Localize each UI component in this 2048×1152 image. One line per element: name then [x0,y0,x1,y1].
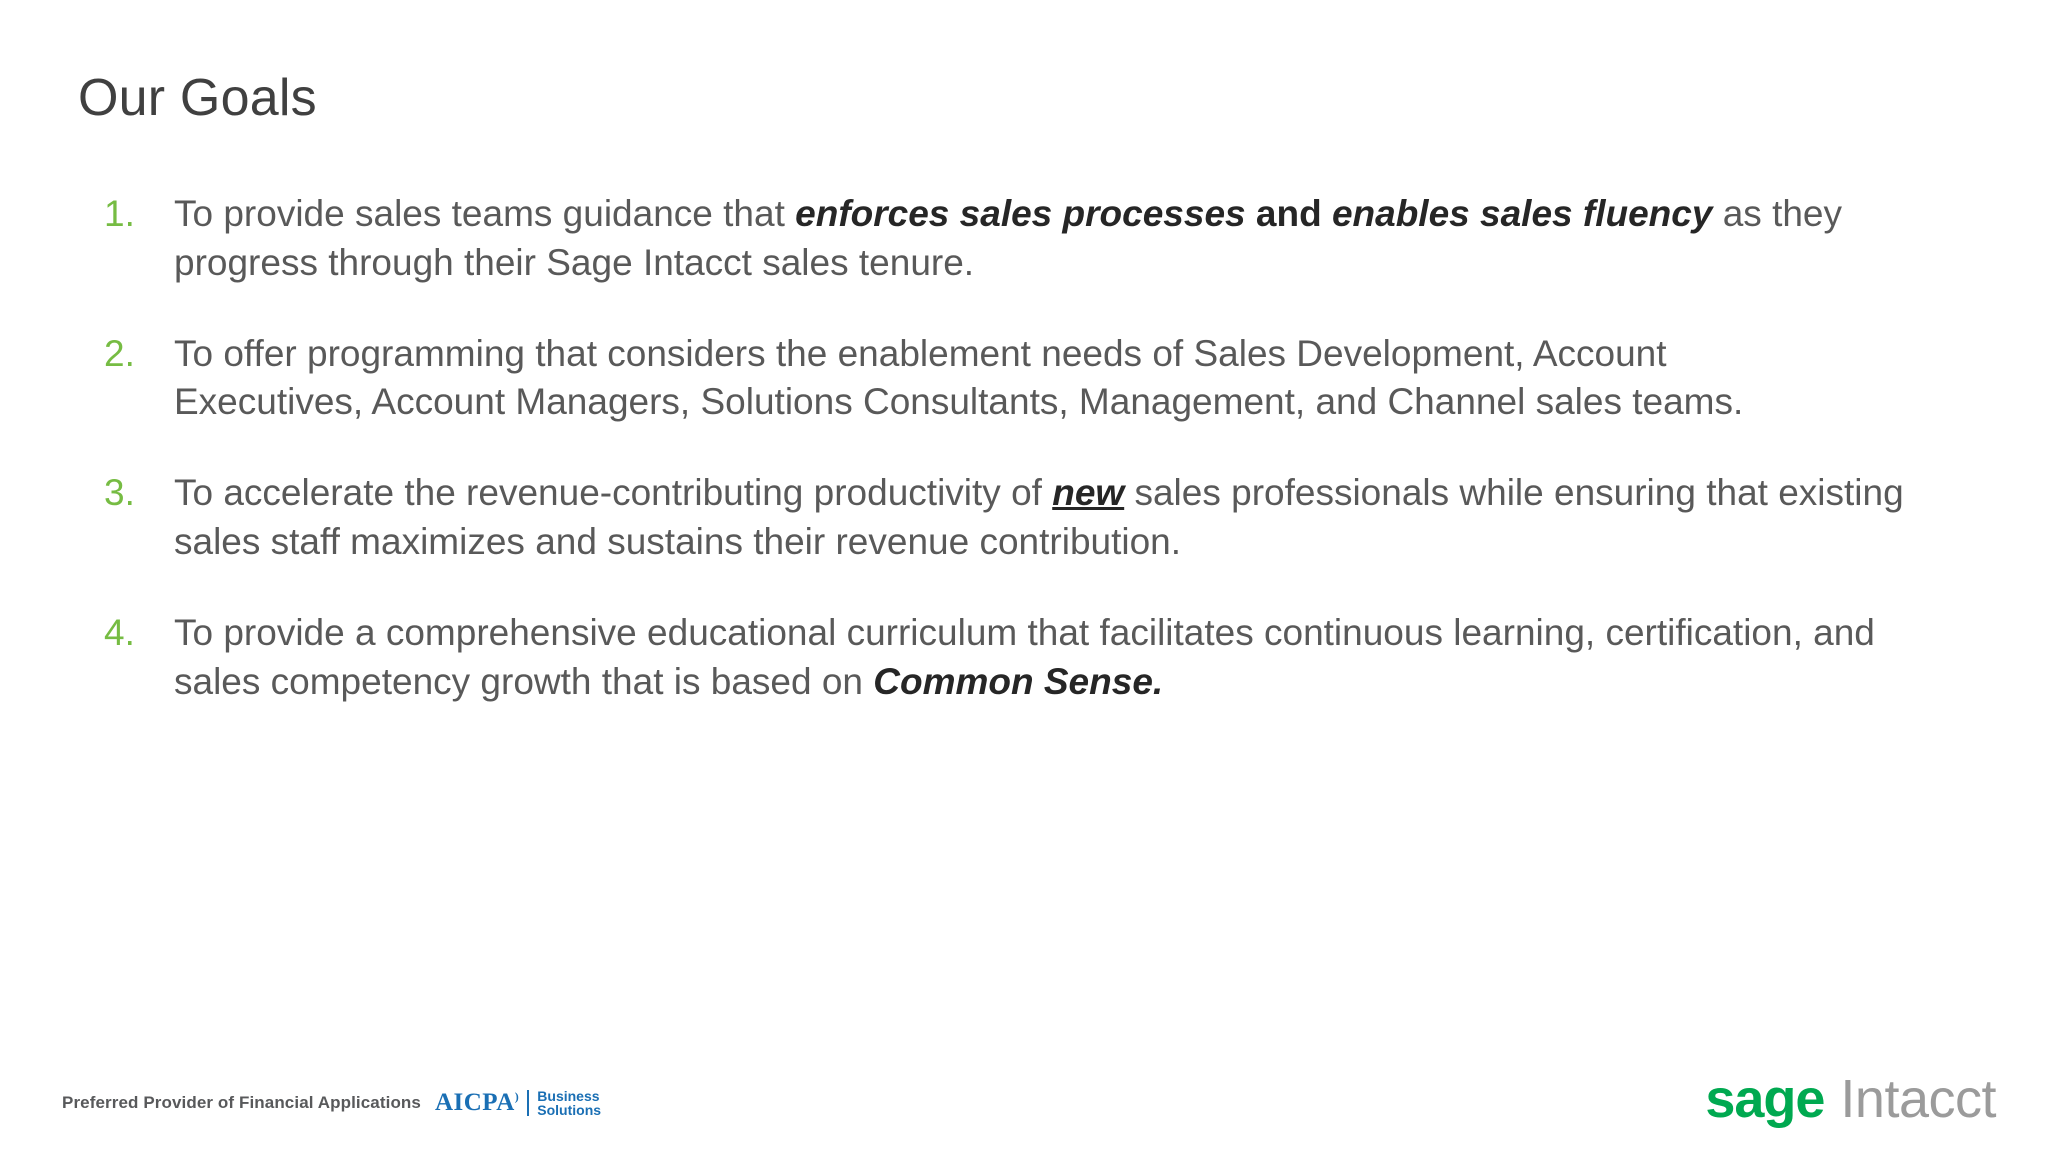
divider [527,1090,529,1116]
footer-aicpa-block [62,1089,601,1118]
goal-2-part-1: To offer programming that considers the enablement needs of Sales Development, Account Executives, Account Managers, Solutions Consultants, Management, and Channel sales teams. [174,332,1744,423]
list-item-number: 4. [104,611,135,653]
aicpa-sublabel [537,1089,601,1118]
list-item [96,609,1976,707]
goals-list [96,190,1976,749]
aicpa-logo [435,1089,601,1118]
goal-1-part-1: To provide sales teams guidance that [174,193,796,234]
aicpa-wordmark [435,1089,519,1117]
list-item-number: 1. [104,193,135,234]
aicpa-sublabel-line2: Solutions [537,1102,602,1119]
goal-3-emphasis-new: new [1052,472,1125,514]
preferred-provider-text: Preferred Provider of Financial Applications [62,1093,421,1113]
list-item-text [174,469,1974,567]
goal-1-part-2: enforces sales processes [795,193,1246,234]
list-item [96,330,1976,428]
list-item-text [174,609,1894,707]
goal-1-part-4: enables sales fluency [1331,193,1713,234]
sage-wordmark: sage [1705,1069,1825,1129]
page-title: Our Goals [78,69,317,127]
aicpa-sublabel-line1: Business [537,1087,600,1104]
goal-3-part-3: sales professionals while ensuring that existing sales staff maximizes and sustains their revenue contribution. [174,472,1904,563]
goal-1-part-3: and [1245,193,1332,234]
aicpa-wordmark-text: AICPA [434,1089,515,1117]
aicpa-registered-icon: ) [514,1089,520,1104]
list-item-number: 3. [104,472,135,514]
goal-4-part-1: To provide a comprehensive educational curriculum that facilitates continuous learning, certification, and sales competency growth that is based on [174,611,1875,702]
goal-3-part-1: To accelerate the revenue-contributing productivity of [174,472,1053,514]
goal-1-part-5: as they progress through their Sage Intacct sales tenure. [174,193,1843,283]
list-item-text [174,330,1814,428]
intacct-wordmark: Intacct [1840,1069,1996,1129]
list-item-number: 2. [104,332,135,374]
sage-intacct-logo [1705,1068,1996,1130]
list-item [96,469,1976,567]
list-item [96,190,1976,288]
list-item-text [174,190,1974,288]
goal-4-part-2: Common Sense. [873,660,1164,702]
